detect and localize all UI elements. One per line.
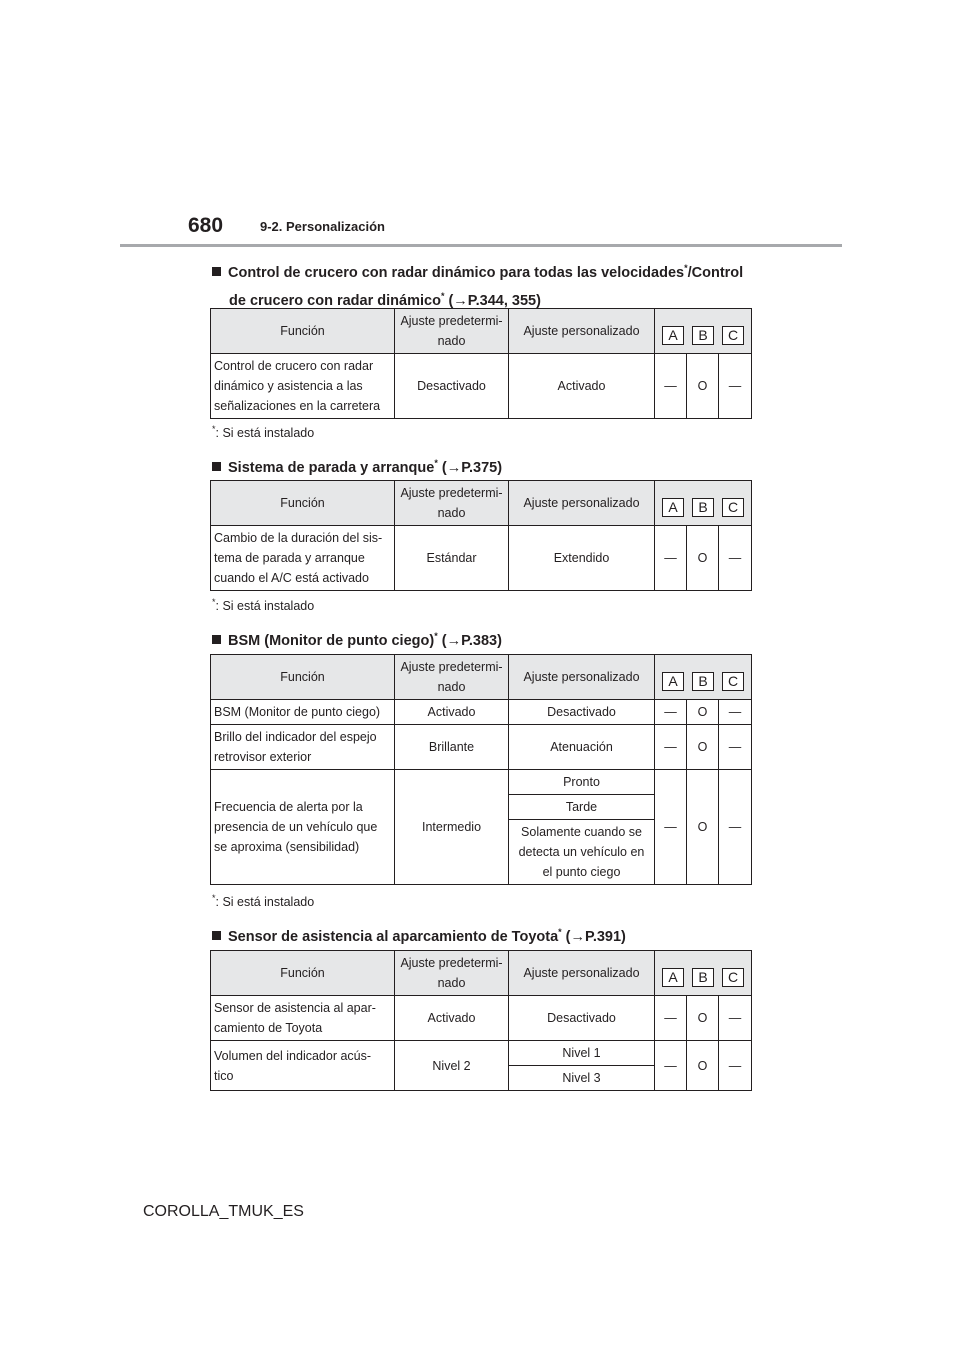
letter-b-icon: B — [692, 498, 714, 517]
col-header-default: Ajuste predetermi- nado — [395, 309, 509, 354]
default-cell: Estándar — [395, 526, 509, 591]
heading-bsm: BSM (Monitor de punto ciego)* (→P.383) — [212, 625, 502, 653]
col-header-function: Función — [211, 309, 395, 354]
custom-cell: Nivel 3 — [509, 1066, 655, 1091]
method-c-cell: — — [719, 1041, 752, 1091]
col-header-default: Ajuste predetermi- nado — [395, 481, 509, 526]
table-row — [211, 354, 752, 419]
method-a-cell: — — [655, 700, 687, 725]
table-row — [211, 725, 752, 770]
col-header-default: Ajuste predetermi- nado — [395, 951, 509, 996]
method-c-cell: — — [719, 354, 752, 419]
function-cell: Brillo del indicador del espejo retrovisor exterior — [211, 725, 395, 770]
table-row — [211, 1041, 752, 1066]
square-bullet-icon — [212, 462, 221, 471]
settings-table-stop-start — [210, 480, 752, 591]
footnote-installed: *: Si está instalado — [212, 424, 315, 441]
col-header-function: Función — [211, 951, 395, 996]
method-c-cell: — — [719, 770, 752, 885]
square-bullet-icon — [212, 267, 221, 276]
function-cell: Control de crucero con radar dinámico y asistencia a las señalizaciones en la carretera — [211, 354, 395, 419]
method-c-cell: — — [719, 526, 752, 591]
method-a-cell: — — [655, 725, 687, 770]
page-number: 680 — [188, 214, 224, 237]
custom-cell: Activado — [509, 354, 655, 419]
section-title: 9-2. Personalización — [260, 219, 385, 234]
default-cell: Activado — [395, 996, 509, 1041]
default-cell: Intermedio — [395, 770, 509, 885]
custom-cell: Solamente cuando se detecta un vehículo en el punto ciego — [509, 820, 655, 885]
function-cell: Frecuencia de alerta por la presencia de un vehículo que se aproxima (sensibilidad) — [211, 770, 395, 885]
footnote-star: * — [684, 263, 688, 273]
method-a-cell: — — [655, 1041, 687, 1091]
method-c-cell: — — [719, 725, 752, 770]
default-cell: Desactivado — [395, 354, 509, 419]
letter-c-icon: C — [722, 968, 744, 987]
custom-cell: Nivel 1 — [509, 1041, 655, 1066]
letter-a-icon: A — [662, 326, 684, 345]
col-header-function: Función — [211, 481, 395, 526]
col-header-abc — [655, 481, 752, 526]
table-row — [211, 700, 752, 725]
square-bullet-icon — [212, 931, 221, 940]
custom-cell: Tarde — [509, 795, 655, 820]
page-reference: (→P.375) — [437, 459, 503, 476]
method-b-cell: O — [687, 1041, 719, 1091]
col-header-function: Función — [211, 655, 395, 700]
function-cell: BSM (Monitor de punto ciego) — [211, 700, 395, 725]
footnote-star: * — [440, 290, 445, 301]
footnote-star: * — [434, 631, 438, 641]
page-reference: (→P.344, 355) — [444, 292, 541, 309]
heading-stop-start: Sistema de parada y arranque* (→P.375) — [212, 452, 502, 480]
col-header-custom: Ajuste personalizado — [509, 655, 655, 700]
default-cell: Brillante — [395, 725, 509, 770]
footnote-installed: *: Si está instalado — [212, 893, 315, 910]
method-b-cell: O — [687, 700, 719, 725]
letter-a-icon: A — [662, 498, 684, 517]
table-header-row — [211, 481, 752, 526]
table-header-row — [211, 655, 752, 700]
letter-b-icon: B — [692, 968, 714, 987]
footnote-installed: *: Si está instalado — [212, 597, 315, 614]
function-cell: Sensor de asistencia al apar- camiento de Toyota — [211, 996, 395, 1041]
method-a-cell: — — [655, 996, 687, 1041]
footnote-star: * — [558, 927, 562, 937]
method-a-cell: — — [655, 770, 687, 885]
page-reference: (→P.383) — [437, 632, 502, 649]
method-b-cell: O — [687, 770, 719, 885]
function-cell: Volumen del indicador acús- tico — [211, 1041, 395, 1091]
header-rule — [120, 244, 842, 247]
letter-c-icon: C — [722, 326, 744, 345]
custom-cell: Desactivado — [509, 996, 655, 1041]
heading-acc-radar: Control de crucero con radar dinámico para todas las velocidades*/Control de crucero con radar dinámico* (→P.344, 355) — [212, 257, 743, 313]
settings-table-bsm — [210, 654, 752, 885]
square-bullet-icon — [212, 635, 221, 644]
table-header-row — [211, 951, 752, 996]
custom-cell: Atenuación — [509, 725, 655, 770]
settings-table-parking — [210, 950, 752, 1091]
method-b-cell: O — [687, 526, 719, 591]
method-b-cell: O — [687, 354, 719, 419]
heading-parking-sensor: Sensor de asistencia al aparcamiento de Toyota* (→P.391) — [212, 921, 626, 949]
col-header-custom: Ajuste personalizado — [509, 481, 655, 526]
col-header-custom: Ajuste personalizado — [509, 309, 655, 354]
default-cell: Nivel 2 — [395, 1041, 509, 1091]
method-b-cell: O — [687, 996, 719, 1041]
footnote-star: * — [434, 458, 438, 468]
custom-cell: Extendido — [509, 526, 655, 591]
col-header-custom: Ajuste personalizado — [509, 951, 655, 996]
method-c-cell: — — [719, 700, 752, 725]
document-code: COROLLA_TMUK_ES — [143, 1203, 304, 1220]
method-a-cell: — — [655, 526, 687, 591]
letter-a-icon: A — [662, 672, 684, 691]
col-header-abc — [655, 951, 752, 996]
letter-b-icon: B — [692, 672, 714, 691]
table-header-row — [211, 309, 752, 354]
col-header-abc — [655, 309, 752, 354]
function-cell: Cambio de la duración del sis- tema de parada y arranque cuando el A/C está activado — [211, 526, 395, 591]
method-c-cell: — — [719, 996, 752, 1041]
method-b-cell: O — [687, 725, 719, 770]
table-row — [211, 526, 752, 591]
table-row — [211, 770, 752, 795]
letter-b-icon: B — [692, 326, 714, 345]
letter-a-icon: A — [662, 968, 684, 987]
default-cell: Activado — [395, 700, 509, 725]
custom-cell: Pronto — [509, 770, 655, 795]
custom-cell: Desactivado — [509, 700, 655, 725]
col-header-default: Ajuste predetermi- nado — [395, 655, 509, 700]
settings-table-acc — [210, 308, 752, 419]
method-a-cell: — — [655, 354, 687, 419]
letter-c-icon: C — [722, 498, 744, 517]
table-row — [211, 996, 752, 1041]
letter-c-icon: C — [722, 672, 744, 691]
col-header-abc — [655, 655, 752, 700]
page-reference: (→P.391) — [561, 928, 626, 945]
